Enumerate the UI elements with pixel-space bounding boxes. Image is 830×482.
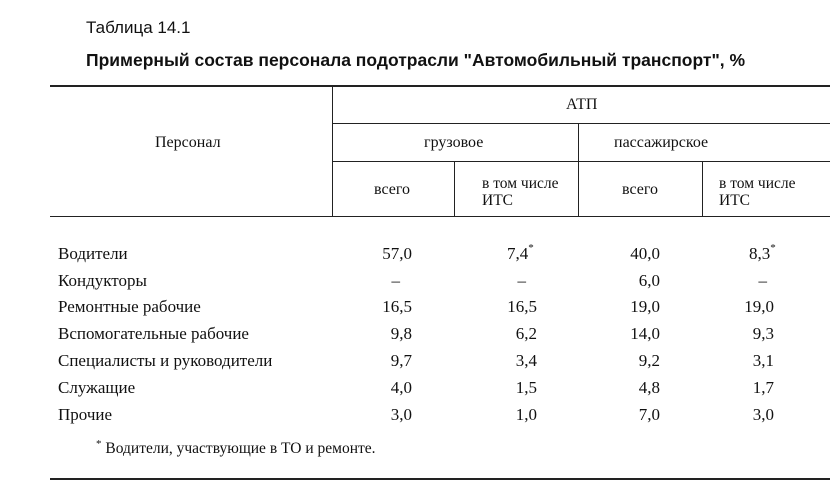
table-bottom-rule [50, 478, 830, 480]
row-label-conductors: Кондукторы [58, 271, 147, 290]
row-label-other: Прочие [58, 405, 113, 424]
footnote-mark-1: * [528, 242, 534, 254]
cell-drivers-freight-total: 57,0 [382, 244, 412, 263]
cell-conductors-freight-its: – [517, 271, 526, 290]
cell-conductors-freight-total: – [391, 271, 400, 290]
cell-drivers-passenger-total: 40,0 [630, 244, 660, 263]
header-bottom-rule [50, 216, 830, 217]
footnote-text: Водители, участвующие в ТО и ремонте. [105, 440, 376, 457]
cell-drivers-freight-its-value: 7,4 [507, 244, 529, 263]
cell-specialists-freight-its: 3,4 [515, 351, 537, 370]
header-personnel: Персонал [155, 134, 221, 151]
cell-auxiliary-passenger-its: 9,3 [752, 324, 774, 343]
header-passenger-incl [719, 175, 796, 209]
cell-conductors-passenger-its: – [758, 271, 767, 290]
header-freight-incl-line1: в том числе [482, 175, 559, 192]
cell-other-freight-its: 1,0 [515, 405, 537, 424]
cell-conductors-passenger-total: 6,0 [638, 271, 660, 290]
cell-repair-passenger-its: 19,0 [744, 297, 774, 316]
cell-repair-passenger-total: 19,0 [630, 297, 660, 316]
header-passenger-total: всего [622, 181, 659, 198]
cell-repair-freight-total: 16,5 [382, 297, 412, 316]
cell-other-passenger-total: 7,0 [638, 405, 660, 424]
cell-drivers-freight-its [507, 244, 534, 264]
cell-employees-passenger-total: 4,8 [638, 378, 660, 397]
header-divider-personnel [332, 86, 333, 216]
row-label-repair-workers: Ремонтные рабочие [58, 297, 201, 316]
header-rule-atp [332, 123, 830, 124]
footnote-mark-2: * [770, 242, 776, 254]
header-freight-total: всего [374, 181, 411, 198]
header-divider-passenger-cols [702, 161, 703, 216]
header-passenger-incl-line2: ИТС [719, 192, 750, 209]
header-freight: грузовое [424, 134, 484, 151]
header-freight-incl-line2: ИТС [482, 192, 513, 209]
header-passenger-incl-line1: в том числе [719, 175, 796, 192]
row-label-auxiliary-workers: Вспомогательные рабочие [58, 324, 249, 343]
header-rule-subgroups [332, 161, 830, 162]
cell-employees-freight-total: 4,0 [390, 378, 412, 397]
footnote-mark: * [96, 438, 102, 450]
header-passenger: пассажирское [614, 134, 709, 151]
table-title: Примерный состав персонала подотрасли "Автомобильный транспорт", % [86, 50, 746, 70]
cell-specialists-passenger-total: 9,2 [638, 351, 660, 370]
cell-auxiliary-passenger-total: 14,0 [630, 324, 660, 343]
cell-auxiliary-freight-its: 6,2 [515, 324, 537, 343]
header-freight-incl [482, 175, 559, 209]
cell-specialists-passenger-its: 3,1 [752, 351, 774, 370]
table-label: Таблица 14.1 [86, 18, 191, 37]
cell-drivers-passenger-its [749, 244, 776, 264]
cell-drivers-passenger-its-value: 8,3 [749, 244, 771, 263]
cell-auxiliary-freight-total: 9,8 [390, 324, 412, 343]
footnote [96, 440, 376, 458]
cell-other-passenger-its: 3,0 [752, 405, 774, 424]
cell-repair-freight-its: 16,5 [507, 297, 537, 316]
cell-other-freight-total: 3,0 [390, 405, 412, 424]
table-top-rule [50, 85, 830, 87]
cell-specialists-freight-total: 9,7 [390, 351, 412, 370]
header-divider-freight-cols [454, 161, 455, 216]
cell-employees-passenger-its: 1,7 [752, 378, 774, 397]
row-label-employees: Служащие [58, 378, 136, 397]
cell-employees-freight-its: 1,5 [515, 378, 537, 397]
header-atp: АТП [566, 96, 598, 113]
header-divider-freight-passenger [578, 123, 579, 216]
row-label-specialists-managers: Специалисты и руководители [58, 351, 273, 370]
row-label-drivers: Водители [58, 244, 128, 263]
